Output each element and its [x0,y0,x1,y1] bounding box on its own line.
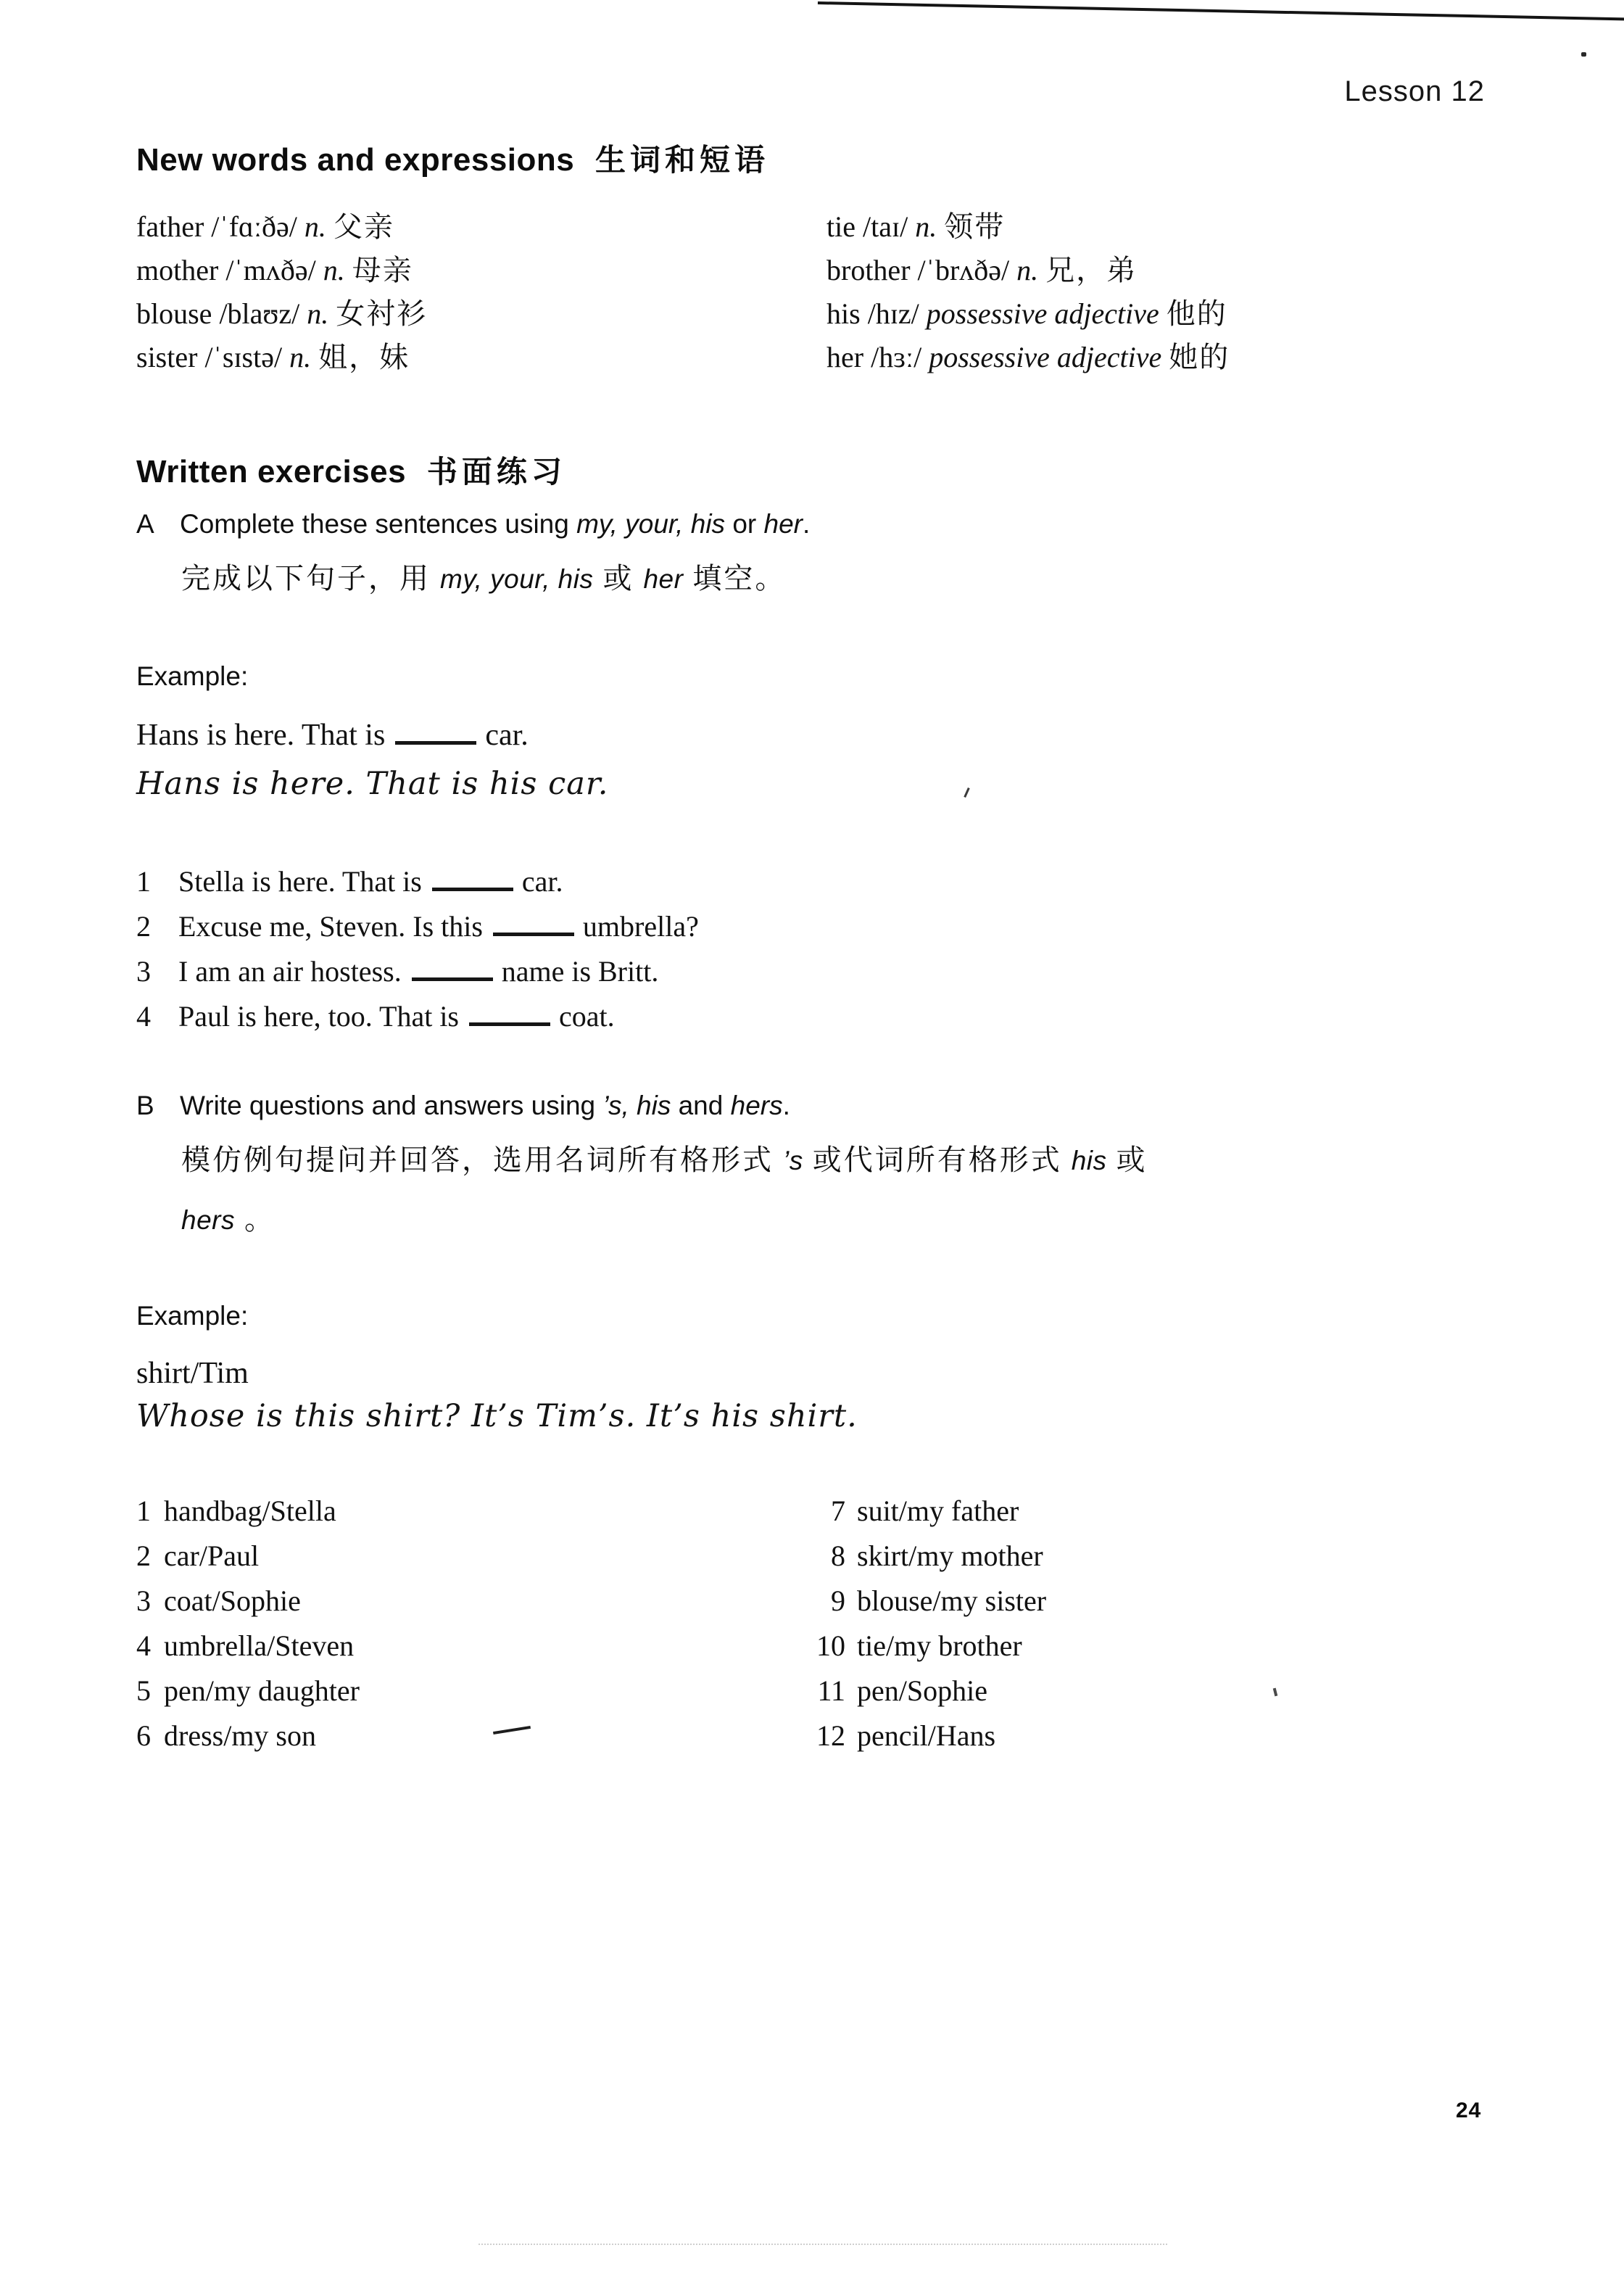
vocab-ipa: /ˈsɪstə/ [204,341,283,373]
vocab-pos: n. [1016,254,1039,286]
cue-item [136,1675,360,1720]
vocab-entry [826,297,1230,341]
sentence-text: Stella is here. That is [178,865,422,898]
vocab-word: father [136,210,204,243]
item-number: 4 [136,1629,151,1662]
vocab-word: mother [136,254,219,286]
cue-item [813,1675,1046,1720]
vocab-translation: 领带 [944,210,1006,243]
cue-item [813,1630,1046,1675]
item-sentence [178,911,699,943]
cue-text: skirt/my mother [857,1539,1043,1572]
cue-item [136,1495,360,1540]
chinese-text: 或代词所有格形式 [803,1144,1072,1176]
exercise-item [136,866,699,911]
vocab-entry [136,254,826,297]
exercise-a-label: A [136,509,154,539]
scan-artifact-top-line [818,1,1624,20]
item-number: 5 [136,1674,151,1707]
new-words-title [136,136,769,180]
exercise-b-items-left [136,1495,360,1765]
cue-item [136,1720,360,1765]
example-label: Example: [136,1301,249,1331]
vocab-word: brother [826,254,911,286]
vocab-translation: 兄，弟 [1045,254,1138,286]
exercise-b-items-right [813,1495,1046,1765]
instruction-text: . [782,1091,790,1120]
exercise-b-instruction-chinese-line2 [181,1196,276,1238]
scan-artifact-tick [1273,1688,1278,1697]
latin-italic: his [1071,1146,1107,1175]
vocab-ipa: /hɜː/ [871,341,922,373]
exercise-a-instruction [136,509,810,539]
sentence-text: name is Britt. [501,955,659,988]
scan-artifact-dash [493,1726,531,1735]
cue-item [813,1720,1046,1765]
exercise-b-instruction-text [180,1091,790,1121]
example-label: Example: [136,661,249,691]
cue-item [813,1495,1046,1540]
vocab-ipa: /ˈmʌðə/ [225,254,316,286]
vocab-pos: n. [289,341,312,373]
vocab-word: his [826,297,861,330]
sentence-text: coat. [559,1000,615,1033]
vocab-ipa: /hɪz/ [867,297,919,330]
cue-text: pen/my daughter [164,1674,360,1707]
sentence-text: Paul is here, too. That is [178,1000,459,1033]
cue-text: pencil/Hans [857,1719,996,1752]
vocab-entry [826,210,1230,254]
scan-artifact-dotted-line [478,2244,1167,2245]
vocabulary-column-right [826,210,1230,384]
chinese-text: 。 [234,1203,276,1236]
sentence-text: car. [521,865,563,898]
cue-item [136,1540,360,1585]
vocab-pos: possessive adjective [929,341,1162,373]
vocab-entry [136,297,826,341]
vocab-pos: n. [323,254,345,286]
scan-artifact-tick [964,787,969,798]
item-number: 12 [816,1719,845,1752]
item-number: 6 [136,1719,151,1752]
instruction-text: Complete these sentences using [180,509,577,539]
fill-in-blank [432,879,513,891]
vocab-pos: n. [915,210,937,243]
instruction-text: or [725,509,764,539]
chinese-text: 或 [1106,1144,1148,1176]
item-number: 11 [817,1674,845,1707]
cue-text: tie/my brother [857,1629,1022,1662]
exercise-a-items [136,866,699,1046]
page-number: 24 [1456,2099,1482,2122]
instruction-italic: hers [730,1091,783,1120]
item-number: 3 [136,1584,151,1617]
vocabulary-list [136,210,1521,384]
written-exercises-title-cn: 书面练习 [426,456,566,489]
vocab-word: tie [826,210,856,243]
vocab-ipa: /ˈfɑːðə/ [211,210,297,243]
item-number: 2 [136,910,151,943]
exercise-a-instruction-text [180,509,810,539]
vocab-translation: 他的 [1166,297,1227,330]
item-number: 10 [816,1629,845,1662]
example-sentence [136,718,529,753]
vocab-translation: 父亲 [333,210,394,243]
item-sentence [178,866,563,898]
latin-italic: hers [181,1205,235,1235]
item-number: 4 [136,1000,151,1033]
chinese-text: 或 [593,562,644,595]
vocab-translation: 母亲 [352,254,413,286]
item-number: 9 [831,1584,845,1617]
exercise-item [136,956,699,1001]
chinese-text: 模仿例句提问并回答，选用名词所有格形式 [181,1144,783,1176]
new-words-title-cn: 生词和短语 [594,144,769,178]
vocab-entry [136,210,826,254]
item-number: 8 [831,1539,845,1572]
cue-text: dress/my son [164,1719,316,1752]
sentence-text: Hans is here. That is [136,719,386,752]
item-sentence [178,1001,615,1033]
instruction-italic: ’s, his [602,1091,671,1120]
vocab-entry [136,341,826,384]
example-answer-handwritten: Whose is this shirt? It’s Tim’s. It’s his shirt. [136,1398,858,1434]
instruction-text: Write questions and answers using [180,1091,603,1120]
item-number: 7 [831,1494,845,1527]
written-exercises-title [136,448,566,492]
new-words-title-en: New words and expressions [136,142,575,178]
vocab-translation: 姐，妹 [318,341,410,373]
latin-italic: my, your, his [440,564,594,594]
latin-italic: her [643,564,684,594]
exercise-b-label: B [136,1091,154,1120]
cue-item [813,1540,1046,1585]
fill-in-blank [395,732,476,745]
cue-item [136,1630,360,1675]
instruction-text: . [803,509,811,539]
item-number: 1 [136,1494,151,1527]
example-answer-handwritten: Hans is here. That is his car. [136,766,609,802]
exercise-b-instruction-chinese-line1 [181,1137,1148,1178]
vocab-pos: possessive adjective [926,297,1159,330]
item-number: 1 [136,865,151,898]
chinese-text: 填空。 [683,562,787,595]
vocab-ipa: /ˈbrʌðə/ [917,254,1010,286]
exercise-item [136,911,699,956]
cue-text: umbrella/Steven [164,1629,355,1662]
fill-in-blank [412,969,493,981]
cue-text: suit/my father [857,1494,1019,1527]
exercise-item [136,1001,699,1046]
sentence-text: Excuse me, Steven. Is this [178,910,483,943]
cue-item [136,1585,360,1630]
cue-text: car/Paul [164,1539,260,1572]
vocab-word: sister [136,341,198,373]
vocab-translation: 她的 [1169,341,1230,373]
example-cue: shirt/Tim [136,1357,249,1390]
vocabulary-column-left [136,210,826,384]
vocab-ipa: /blaʊz/ [219,297,300,330]
latin-italic: ’s [783,1146,803,1175]
cue-text: pen/Sophie [857,1674,987,1707]
vocab-translation: 女衬衫 [336,297,428,330]
sentence-text: car. [485,719,529,752]
cue-text: blouse/my sister [857,1584,1047,1617]
vocab-ipa: /taɪ/ [862,210,908,243]
vocab-pos: n. [307,297,329,330]
item-sentence [178,956,658,988]
cue-text: handbag/Stella [164,1494,336,1527]
vocab-entry [826,254,1230,297]
lesson-header: Lesson 12 [1344,75,1485,107]
chinese-text: 完成以下句子，用 [181,562,440,595]
vocab-word: her [826,341,864,373]
cue-text: coat/Sophie [164,1584,301,1617]
item-number: 2 [136,1539,151,1572]
exercise-a-instruction-chinese [181,555,786,597]
instruction-italic: her [763,509,803,539]
vocab-entry [826,341,1230,384]
exercise-b-instruction [136,1091,790,1121]
sentence-text: umbrella? [582,910,699,943]
instruction-italic: my, your, his [576,509,726,539]
sentence-text: I am an air hostess. [178,955,402,988]
fill-in-blank [493,924,574,936]
vocab-word: blouse [136,297,212,330]
written-exercises-title-en: Written exercises [136,454,407,489]
item-number: 3 [136,955,151,988]
scan-artifact-speck [1581,52,1586,57]
instruction-text: and [671,1091,731,1120]
fill-in-blank [469,1014,550,1026]
cue-item [813,1585,1046,1630]
vocab-pos: n. [304,210,326,243]
